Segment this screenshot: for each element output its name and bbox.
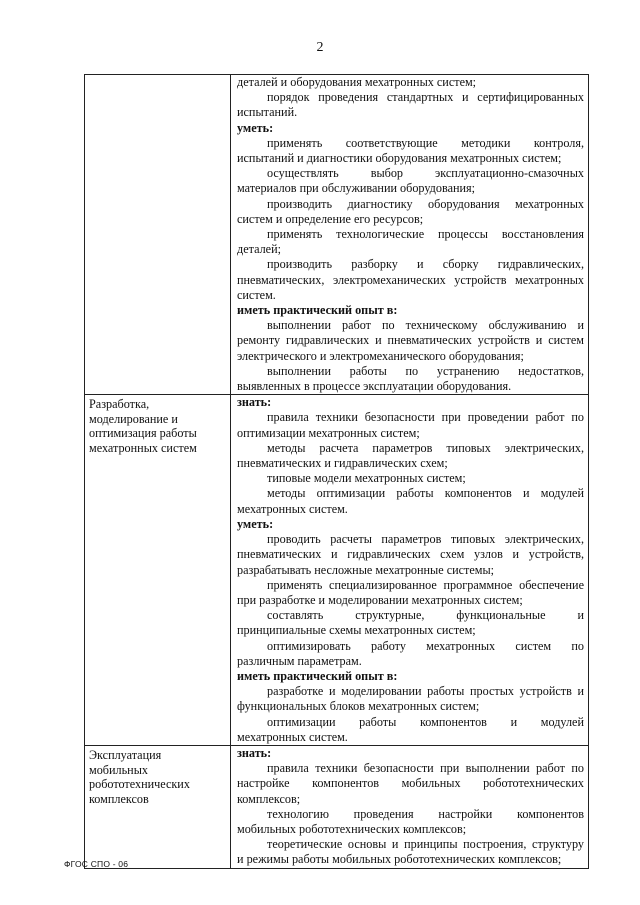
requirement-line: типовые модели мехатронных систем; <box>267 471 466 486</box>
requirements-cell <box>231 745 589 868</box>
requirement-line: применять технологические процессы восстановления <box>267 227 584 242</box>
page-number: 2 <box>316 40 324 55</box>
activity-name-line: мехатронных систем <box>89 441 197 456</box>
requirement-line: применять соответствующие методики контроля, <box>267 135 584 150</box>
activity-cell <box>85 745 231 868</box>
activity-name-line: робототехнических <box>89 777 190 792</box>
requirements-cell <box>231 75 589 395</box>
requirement-line: выявленных в процессе эксплуатации оборудования. <box>237 379 512 394</box>
requirement-line: деталей и оборудования мехатронных систем; <box>237 75 477 89</box>
requirement-line: составлять структурные, функциональные и <box>267 608 584 623</box>
requirement-line: пневматических и гидравлических схем узлов и устройств, <box>237 547 584 562</box>
requirement-line: проводить расчеты параметров типовых электрических, <box>267 532 584 547</box>
activity-name-line: мобильных <box>89 762 148 777</box>
requirement-line: электрического и электромеханического оборудования; <box>237 348 524 363</box>
requirement-line: и режимы работы мобильных робототехнических комплексов; <box>237 852 562 867</box>
section-heading: знать: <box>237 395 272 410</box>
requirement-line: принципиальные схемы мехатронных систем; <box>237 623 476 638</box>
requirement-line: настройке компонентов мобильных робототехнических <box>237 776 584 791</box>
requirement-line: мехатронных систем. <box>237 501 348 516</box>
requirement-line: методы расчета параметров типовых электрических, <box>267 440 584 455</box>
section-heading: уметь: <box>237 516 274 531</box>
requirement-line: испытаний и диагностики оборудования мехатронных систем; <box>237 151 562 166</box>
requirement-line: производить разборку и сборку гидравлических, <box>267 257 584 272</box>
activity-name-line: Разработка, <box>89 397 150 412</box>
requirement-line: правила техники безопасности при проведении работ по <box>267 410 584 425</box>
activity-name-line: комплексов <box>89 791 149 806</box>
requirement-line: мехатронных систем. <box>237 729 348 744</box>
requirement-line: комплексов; <box>237 791 301 806</box>
section-heading: знать: <box>237 745 272 760</box>
requirement-line: оптимизировать работу мехатронных систем по <box>267 638 584 653</box>
requirement-line: разработке и моделировании работы простых устройств и <box>267 684 584 699</box>
section-heading: иметь практический опыт в: <box>237 668 398 683</box>
requirement-line: теоретические основы и принципы построения, структуру <box>267 837 584 852</box>
requirement-line: производить диагностику оборудования мехатронных <box>267 196 584 211</box>
requirement-line: различным параметрам. <box>237 653 362 668</box>
table-row <box>85 75 589 395</box>
requirement-line: мобильных робототехнических комплексов; <box>237 821 467 836</box>
requirement-line: при разработке и моделировании мехатронных систем; <box>237 592 523 607</box>
table-row <box>85 395 589 746</box>
requirement-line: методы оптимизации работы компонентов и модулей <box>267 486 584 501</box>
requirement-line: пневматических и гидравлических схем; <box>237 456 448 471</box>
requirement-line: осуществлять выбор эксплуатационно-смазочных <box>267 166 584 181</box>
requirement-line: функциональных блоков мехатронных систем; <box>237 699 480 714</box>
section-heading: иметь практический опыт в: <box>237 303 398 318</box>
requirement-line: выполнении работы по устранению недостатков, <box>267 363 584 378</box>
requirement-line: испытаний. <box>237 105 298 120</box>
document-footer: ФГОС СПО - 06 <box>64 859 129 869</box>
activity-cell <box>85 75 231 395</box>
requirement-line: деталей; <box>237 242 282 257</box>
requirement-line: применять специализированное программное обеспечение <box>267 577 584 592</box>
requirement-line: оптимизации работы компонентов и модулей <box>267 714 584 729</box>
requirement-line: технологию проведения настройки компонентов <box>267 806 584 821</box>
requirement-line: порядок проведения стандартных и сертифицированных <box>267 90 584 105</box>
requirement-line: ремонту гидравлических и пневматических устройств и систем <box>237 333 584 348</box>
activity-name-line: Эксплуатация <box>89 747 162 762</box>
requirement-line: систем и определение его ресурсов; <box>237 211 424 226</box>
activity-name-line: оптимизация работы <box>89 426 197 441</box>
requirement-line: разрабатывать несложные мехатронные системы; <box>237 562 495 577</box>
activity-name-line: моделирование и <box>89 411 178 426</box>
requirement-line: систем. <box>237 287 276 302</box>
section-heading: уметь: <box>237 120 274 135</box>
requirement-line: выполнении работ по техническому обслуживанию и <box>267 318 584 333</box>
table-row <box>85 745 589 868</box>
table-body <box>85 75 589 869</box>
requirement-line: пневматических, электромеханических устройств мехатронных <box>237 272 584 287</box>
requirement-line: оптимизации мехатронных систем; <box>237 425 420 440</box>
requirement-line: материалов при обслуживании оборудования; <box>237 181 476 196</box>
requirements-table <box>84 74 589 869</box>
requirements-cell <box>231 395 589 746</box>
activity-cell <box>85 395 231 746</box>
requirement-line: правила техники безопасности при выполнении работ по <box>267 761 584 776</box>
